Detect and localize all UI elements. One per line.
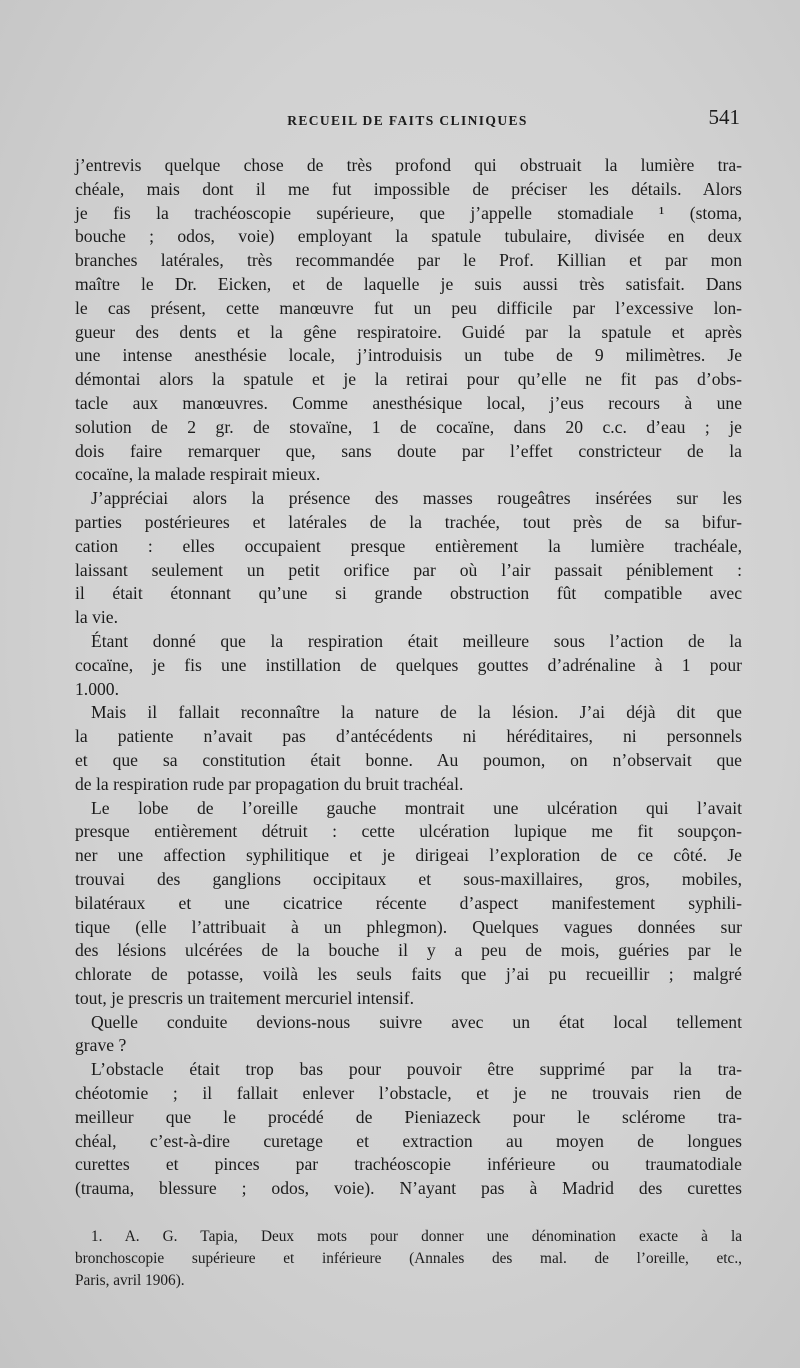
body-text — [75, 154, 742, 1201]
text-line: démontai alors la spatule et je la retirai pour qu’elle ne fit pas d’obs- — [75, 369, 742, 390]
text-line: je fis la trachéoscopie supérieure, que j’appelle stomadiale ¹ (stoma, — [75, 202, 742, 223]
text-line: de la respiration rude par propagation du bruit trachéal. — [75, 773, 464, 794]
running-title: RECUEIL DE FAITS CLINIQUES — [287, 113, 528, 128]
text-line: j’entrevis quelque chose de très profond qui obstruait la lumière tra- — [75, 155, 742, 175]
text-line: Le lobe de l’oreille gauche montrait une ulcération qui l’avait — [91, 797, 742, 818]
text-line: dois faire remarquer que, sans doute par l’effet constricteur de la — [75, 440, 742, 461]
text-line: cation : elles occupaient presque entièrement la lumière trachéale, — [75, 535, 742, 556]
text-line: 1.000. — [75, 678, 119, 699]
running-header — [75, 105, 740, 135]
page-number: 541 — [708, 105, 740, 129]
text-line: chéale, mais dont il me fut impossible de préciser les détails. Alors — [75, 178, 742, 199]
footnote-line: bronchoscopie supérieure et inférieure (Annales des mal. de l’oreille, etc., — [75, 1250, 742, 1267]
text-line: branches latérales, très recommandée par le Prof. Killian et par mon — [75, 250, 742, 271]
text-line: meilleur que le procédé de Pieniazeck pour le sclérome tra- — [75, 1106, 742, 1127]
text-line: des lésions ulcérées de la bouche il y a peu de mois, guéries par le — [75, 940, 742, 961]
text-line: tout, je prescris un traitement mercuriel intensif. — [75, 987, 415, 1008]
text-line: Quelle conduite devions-nous suivre avec un état local tellement — [91, 1011, 742, 1032]
text-line: maître le Dr. Eicken, et de laquelle je suis aussi très satisfait. Dans — [75, 273, 742, 294]
text-line: une intense anesthésie locale, j’introduisis un tube de 9 milimètres. Je — [75, 345, 742, 366]
text-line: bilatéraux et une cicatrice récente d’aspect manifestement syphili- — [75, 892, 742, 913]
text-line: il était étonnant qu’une si grande obstruction fût compatible avec — [75, 583, 742, 604]
text-line: laissant seulement un petit orifice par où l’air passait péniblement : — [75, 559, 742, 580]
text-line: bouche ; odos, voie) employant la spatule tubulaire, divisée en deux — [75, 226, 742, 247]
text-line: L’obstacle était trop bas pour pouvoir être supprimé par la tra- — [91, 1059, 742, 1080]
footnotes — [75, 1226, 742, 1292]
text-line: et que sa constitution était bonne. Au poumon, on n’observait que — [75, 749, 742, 770]
text-line: (trauma, blessure ; odos, voie). N’ayant pas à Madrid des curettes — [75, 1178, 742, 1199]
text-line: Étant donné que la respiration était meilleure sous l’action de la — [91, 630, 742, 651]
footnote-line: 1. A. G. Tapia, Deux mots pour donner une dénomination exacte à la — [91, 1228, 742, 1245]
text-line: la vie. — [75, 607, 118, 628]
text-line: trouvai des ganglions occipitaux et sous-maxillaires, gros, mobiles, — [75, 868, 742, 889]
text-line: cocaïne, la malade respirait mieux. — [75, 464, 321, 485]
text-line: tique (elle l’attribuait à un phlegmon). Quelques vagues données sur — [75, 916, 742, 937]
text-line: gueur des dents et la gêne respiratoire. Guidé par la spatule et après — [75, 321, 742, 342]
text-line: chéal, c’est-à-dire curetage et extraction au moyen de longues — [75, 1130, 742, 1151]
text-line: grave ? — [75, 1035, 127, 1056]
text-line: J’appréciai alors la présence des masses rougeâtres insérées sur les — [91, 488, 742, 509]
text-line: cocaïne, je fis une instillation de quelques gouttes d’adrénaline à 1 pour — [75, 654, 742, 675]
text-line: chéotomie ; il fallait enlever l’obstacle, et je ne trouvais rien de — [75, 1083, 742, 1104]
text-line: tacle aux manœuvres. Comme anesthésique local, j’eus recours à une — [75, 392, 742, 413]
text-line: parties postérieures et latérales de la trachée, tout près de sa bifur- — [75, 511, 742, 532]
text-line: chlorate de potasse, voilà les seuls faits que j’ai pu recueillir ; malgré — [75, 964, 742, 985]
text-line: solution de 2 gr. de stovaïne, 1 de cocaïne, dans 20 c.c. d’eau ; je — [75, 416, 742, 437]
text-line: la patiente n’avait pas d’antécédents ni héréditaires, ni personnels — [75, 726, 742, 747]
text-line: presque entièrement détruit : cette ulcération lupique me fit soupçon- — [75, 821, 742, 842]
text-line: ner une affection syphilitique et je dirigeai l’exploration de ce côté. Je — [75, 845, 742, 866]
text-line: Mais il fallait reconnaître la nature de la lésion. J’ai déjà dit que — [91, 702, 742, 723]
footnote-line: Paris, avril 1906). — [75, 1272, 185, 1289]
text-line: curettes et pinces par trachéoscopie inférieure ou traumatodiale — [75, 1154, 742, 1175]
text-line: le cas présent, cette manœuvre fut un peu difficile par l’excessive lon- — [75, 297, 742, 318]
